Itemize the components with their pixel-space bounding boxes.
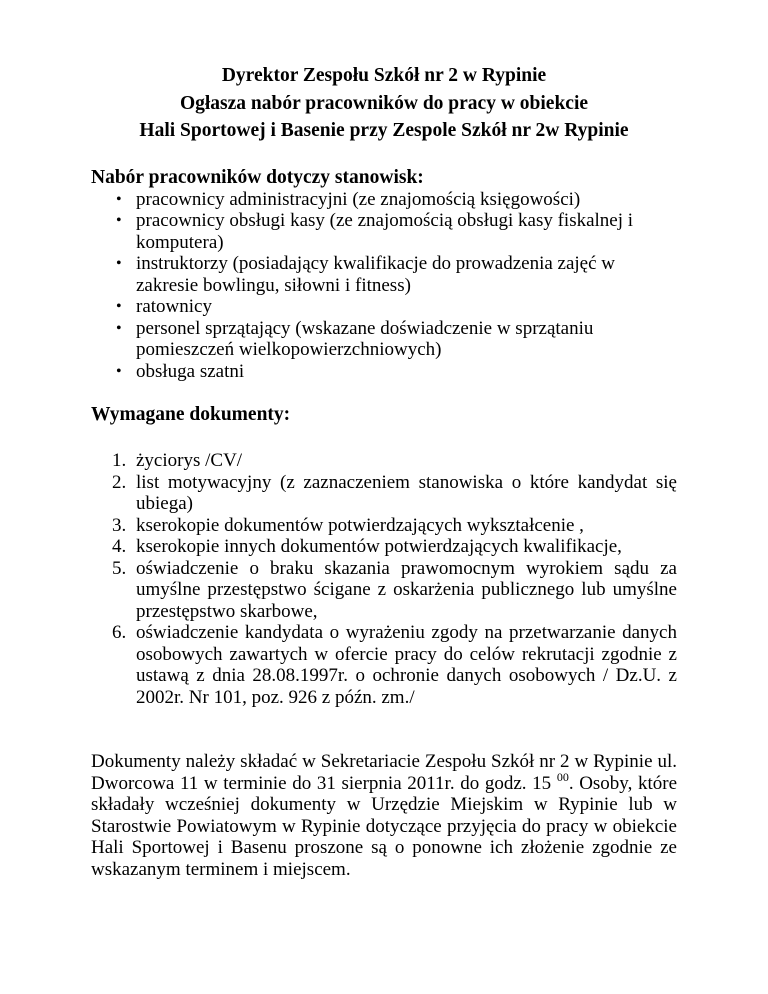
bullet-icon: • bbox=[116, 255, 122, 272]
list-item bbox=[91, 515, 677, 537]
header-line-3: Hali Sportowej i Basenie przy Zespole Szkół nr 2w Rypinie bbox=[139, 120, 629, 141]
list-item bbox=[91, 450, 677, 472]
list-item bbox=[91, 189, 677, 211]
item-number: 1. bbox=[112, 450, 127, 471]
positions-list bbox=[91, 189, 677, 383]
position-text: pracownicy administracyjni (ze znajomością księgowości) bbox=[136, 188, 581, 210]
list-item bbox=[91, 253, 677, 296]
item-number: 4. bbox=[112, 536, 127, 557]
item-number: 2. bbox=[112, 471, 127, 493]
position-text: instruktorzy (posiadający kwalifikacje do prowadzenia zajęć w zakresie bowlingu, siłowni i fitness) bbox=[136, 253, 616, 296]
list-item bbox=[91, 361, 677, 383]
bullet-icon: • bbox=[116, 190, 122, 208]
position-text: obsługa szatni bbox=[136, 360, 245, 382]
bullet-icon: • bbox=[116, 298, 122, 315]
document-text: kserokopie innych dokumentów potwierdzających kwalifikacje, bbox=[136, 536, 622, 557]
list-item bbox=[91, 296, 677, 318]
bullet-icon: • bbox=[116, 362, 122, 380]
positions-section bbox=[91, 167, 677, 383]
documents-section bbox=[91, 404, 677, 708]
document-text: kserokopie dokumentów potwierdzających wykształcenie , bbox=[136, 514, 584, 536]
list-item bbox=[91, 472, 677, 515]
closing-paragraph bbox=[91, 751, 677, 880]
bullet-icon: • bbox=[116, 212, 122, 229]
document-text: oświadczenie kandydata o wyrażeniu zgody na przetwarzanie danych osobowych zawartych w ofercie pracy do celów rekrutacji zgodnie z ustawą z dnia 28.08.1997r. o ochronie danych osobowych / Dz.U. z 2002r. Nr 101, poz. 926 z późn. zm./ bbox=[136, 622, 677, 708]
list-item bbox=[91, 622, 677, 708]
document-text: list motywacyjny (z zaznaczeniem stanowiska o które kandydat się ubiega) bbox=[136, 471, 677, 514]
list-item bbox=[91, 558, 677, 623]
item-number: 6. bbox=[112, 622, 127, 643]
position-text: ratownicy bbox=[136, 296, 212, 317]
item-number: 5. bbox=[112, 557, 127, 579]
announcement-header bbox=[91, 62, 677, 145]
list-item bbox=[91, 318, 677, 361]
document-text: oświadczenie o braku skazania prawomocnym wyrokiem sądu za umyślne przestępstwo ścigane z oskarżenia publicznego lub umyślne przestępstwo skarbowe, bbox=[136, 557, 677, 622]
list-item bbox=[91, 536, 677, 558]
positions-heading: Nabór pracowników dotyczy stanowisk: bbox=[91, 166, 424, 188]
header-line-1: Dyrektor Zespołu Szkół nr 2 w Rypinie bbox=[221, 65, 547, 86]
list-item bbox=[91, 210, 677, 253]
item-number: 3. bbox=[112, 514, 127, 536]
closing-text-2: . Osoby, które składały wcześniej dokumenty w Urzędzie Miejskim w Rypinie lub w Starostwie Powiatowym w Rypinie dotyczące przyjęcia do pracy w obiekcie Hali Sportowej i Basenu proszone są o ponowne ich złożenie zgodnie ze wskazanym terminem i miejscem. bbox=[91, 772, 677, 880]
header-line-2: Ogłasza nabór pracowników do pracy w obiekcie bbox=[179, 92, 589, 114]
closing-text-1: Dokumenty należy składać w Sekretariacie Zespołu Szkół nr 2 w Rypinie ul. Dworcowa 11 w terminie do 31 sierpnia 2011r. do godz. 15 bbox=[91, 751, 677, 794]
documents-list bbox=[91, 450, 677, 708]
document-text: życiorys /CV/ bbox=[136, 450, 243, 471]
position-text: personel sprzątający (wskazane doświadczenie w sprzątaniu pomieszczeń wielkopowierzchniowych) bbox=[136, 317, 594, 360]
position-text: pracownicy obsługi kasy (ze znajomością obsługi kasy fiskalnej i komputera) bbox=[136, 210, 634, 253]
documents-heading: Wymagane dokumenty: bbox=[91, 404, 291, 425]
hour-superscript: 00 bbox=[556, 769, 569, 784]
bullet-icon: • bbox=[116, 319, 122, 337]
